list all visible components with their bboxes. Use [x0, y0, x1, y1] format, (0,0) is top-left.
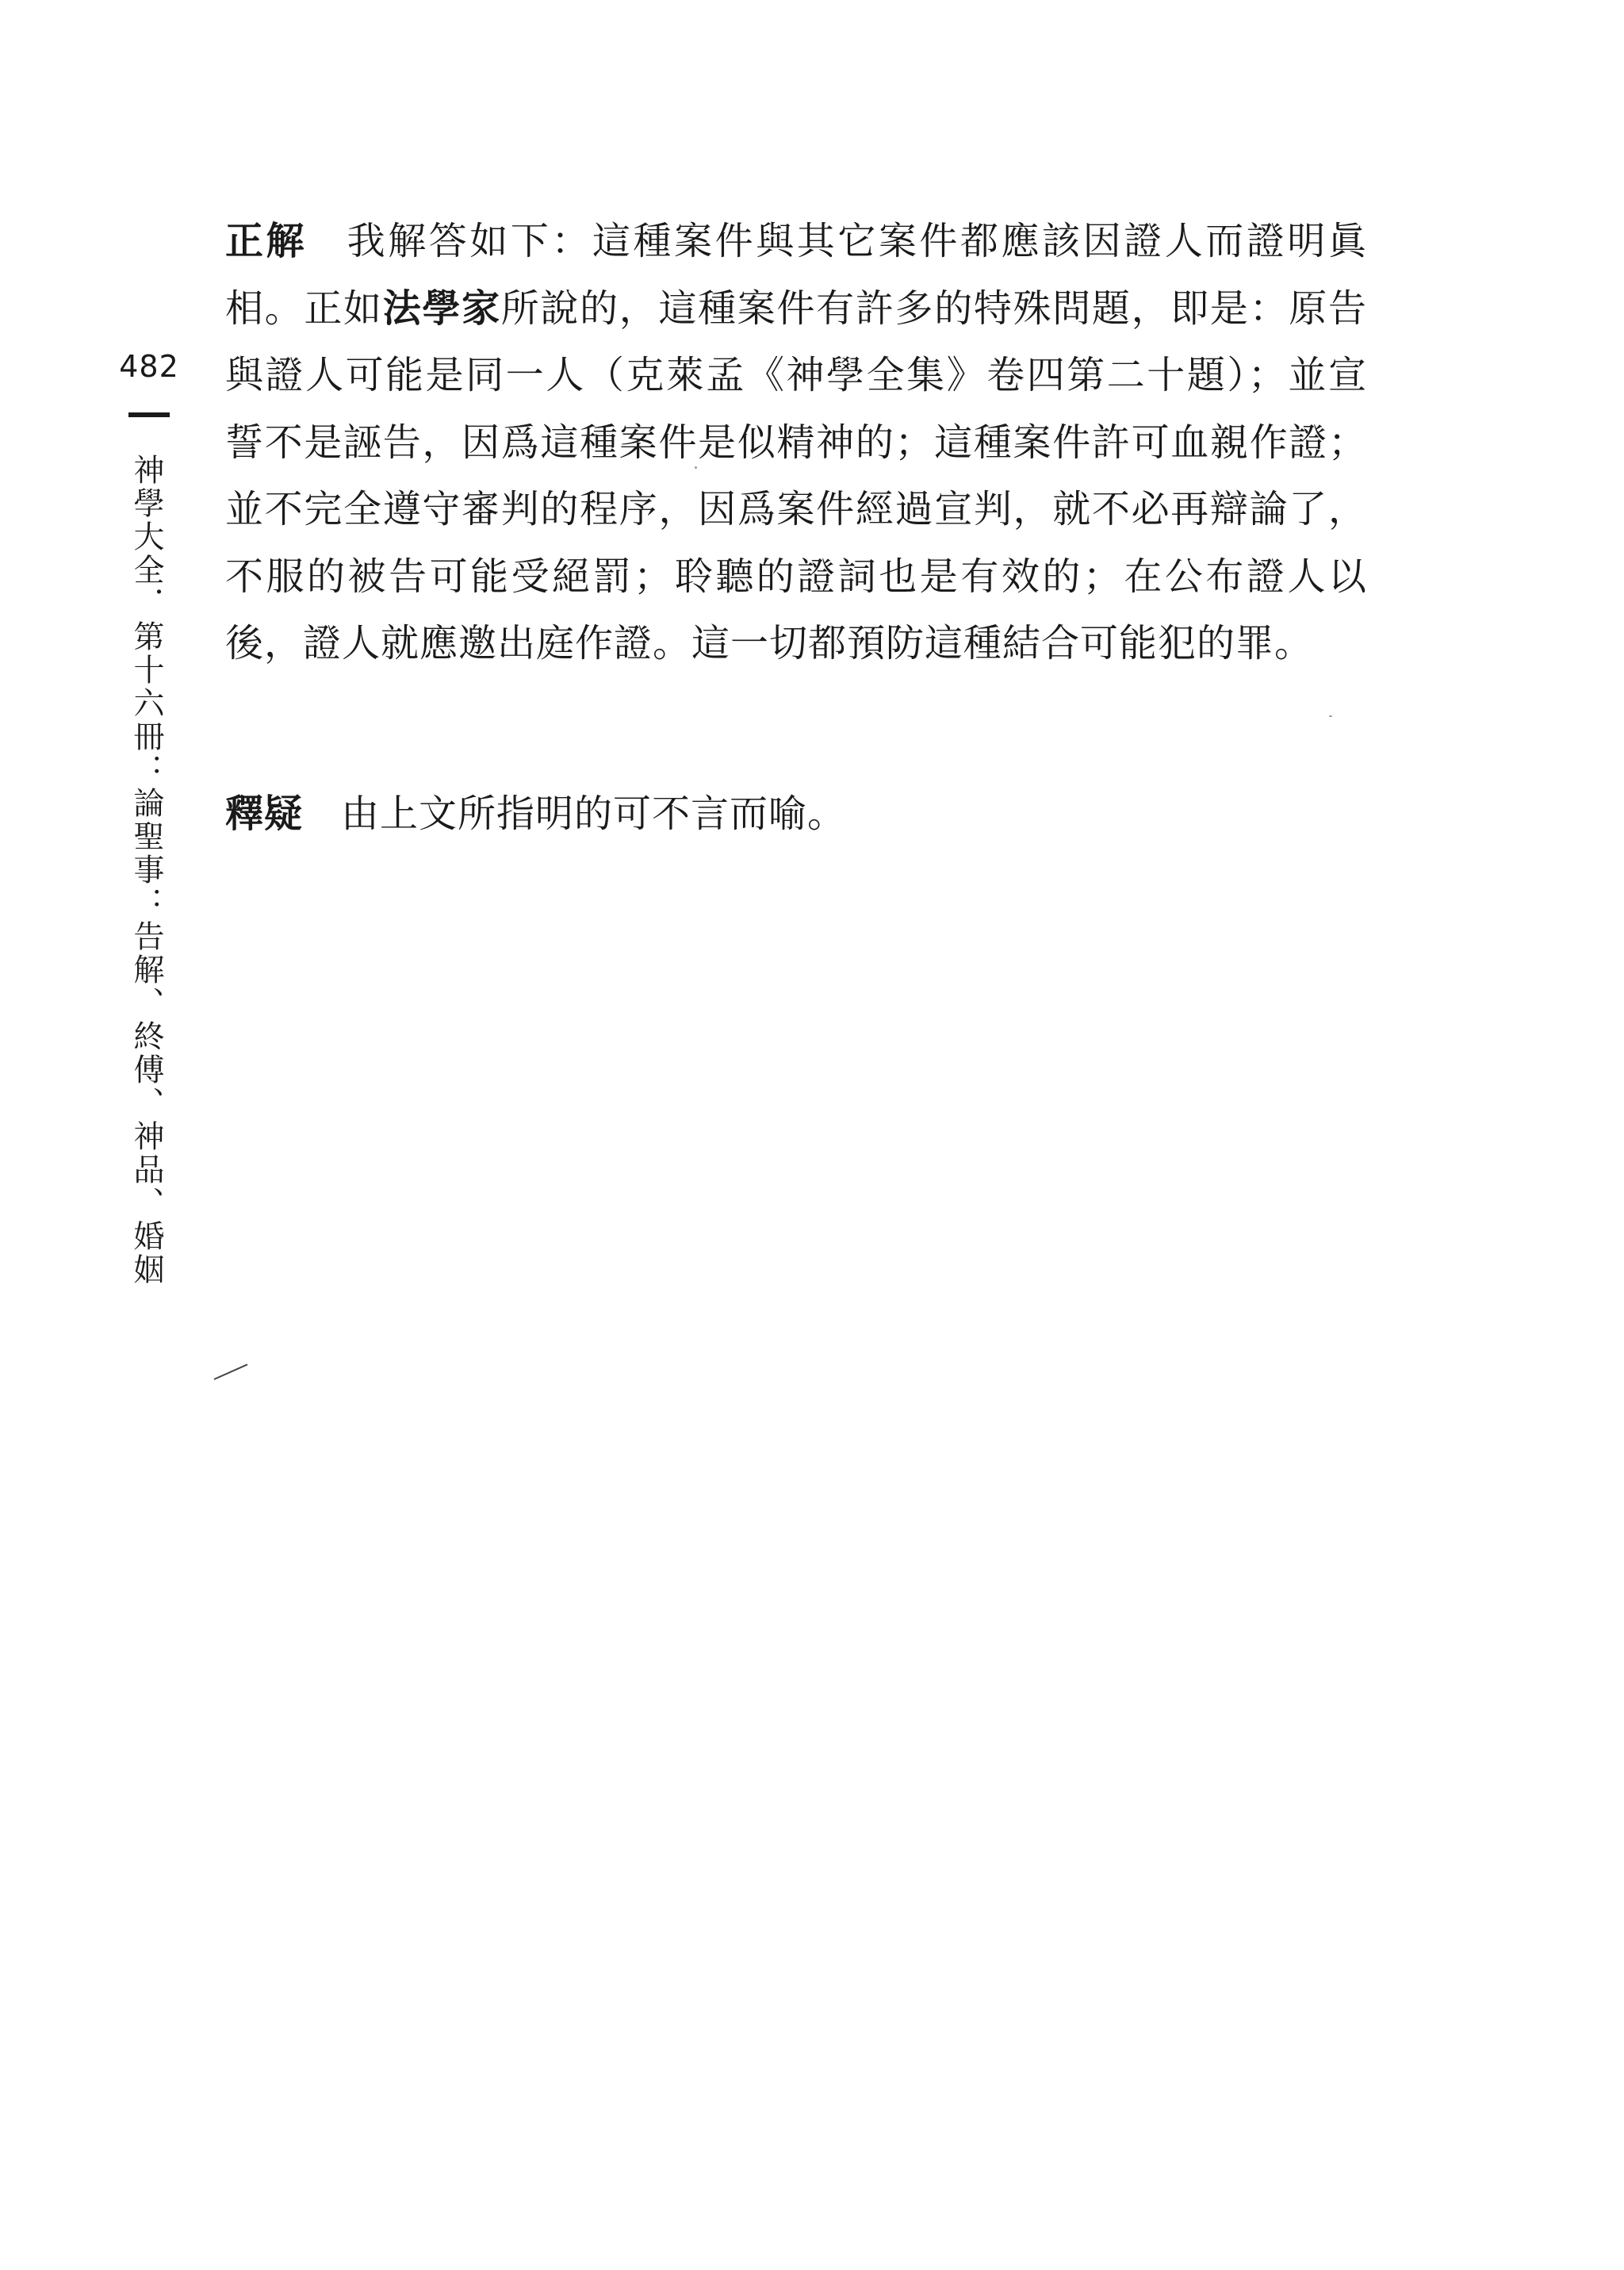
page-number: 482: [119, 349, 179, 384]
main-text: [225, 208, 1367, 847]
reply-paragraph: [225, 780, 1367, 848]
page-number-rule: [128, 412, 170, 417]
scan-speck: [1329, 715, 1332, 717]
answer-paragraph: [225, 208, 1367, 677]
answer-label: 正解: [225, 219, 308, 263]
scan-speck: [695, 466, 697, 469]
answer-text-part-1: 我解答如下：這種案件與其它案件都應該因證人而證明眞相。正如: [225, 219, 1367, 331]
stray-pen-mark: [214, 1363, 248, 1380]
answer-text-part-2: 所說的，這種案件有許多的特殊問題，即是：原告與證人可能是同一人（克萊孟《神學全集》卷四第二十題）；並宣誓不是誣告，因爲這種案件是似精神的；這種案件許可血親作證；並不完全遵守審判的程序，因爲案件經過宣判，就不必再辯論了，不服的被告可能受絕罰；聆聽的證詞也是有效的；在公布證人以後，證人就應邀出庭作證。這一切都預防這種結合可能犯的罪。: [225, 286, 1367, 665]
reply-text: 由上文所指明的可不言而喻。: [341, 791, 847, 836]
running-header: 神學大全．第十六冊：論聖事：告解、終傅、神品、婚姻: [128, 454, 164, 1286]
answer-emphasis: 法學家: [382, 286, 501, 331]
reply-label: 釋疑: [225, 791, 304, 836]
